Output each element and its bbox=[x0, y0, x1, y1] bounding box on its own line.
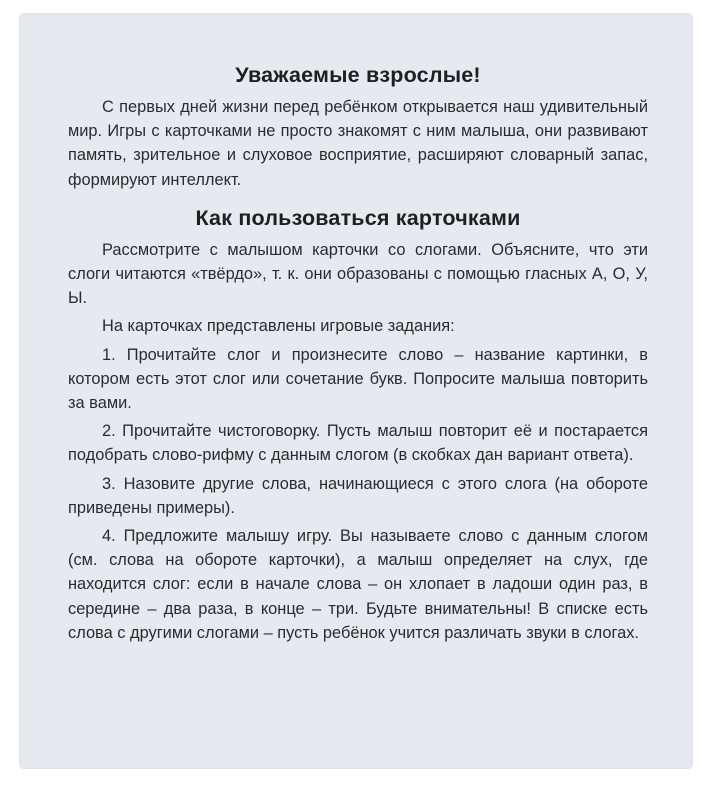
paragraph-task-1: 1. Прочитайте слог и произнесите слово – название картинки, в котором есть этот слог или сочетание букв. Попросите малыша повторить за вами. bbox=[68, 345, 648, 413]
instruction-card bbox=[20, 14, 692, 768]
paragraph-task-3: 3. Назовите другие слова, начинающиеся с этого слога (на обороте приведены примеры). bbox=[68, 474, 648, 517]
paragraph-task-4: 4. Предложите малышу игру. Вы называете слово с данным слогом (см. слова на обороте карточки), а малыш определяет на слух, где находится слог: если в начале слова – он хлопает в ладоши один раз, в середине – два раза, в конце – три. Будьте внимательны! В списке есть слова с другими слогами – пусть ребёнок учится различать звуки в слогах. bbox=[68, 527, 648, 642]
intro-paragraph: С первых дней жизни перед ребёнком открывается наш удивительный мир. Игры с карточками не просто знакомят с ним малыша, они развивают память, зрительное и слуховое восприятие, расширяют словарный запас, формируют интеллект. bbox=[68, 98, 648, 189]
paragraph-task-2: 2. Прочитайте чистоговорку. Пусть малыш повторит её и постарается подобрать слово-рифму с данным слогом (в скобках дан вариант ответа). bbox=[68, 422, 648, 465]
greeting-heading: Уважаемые взрослые! bbox=[235, 63, 481, 87]
how-to-use-heading: Как пользоваться карточками bbox=[195, 205, 521, 230]
paragraph-tasks-intro: На карточках представлены игровые задания: bbox=[102, 317, 455, 336]
paragraph-look-at-cards: Рассмотрите с малышом карточки со слогами. Объясните, что эти слоги читаются «твёрдо», т. к. они образованы с помощью гласных А, О, У, Ы. bbox=[68, 240, 648, 308]
